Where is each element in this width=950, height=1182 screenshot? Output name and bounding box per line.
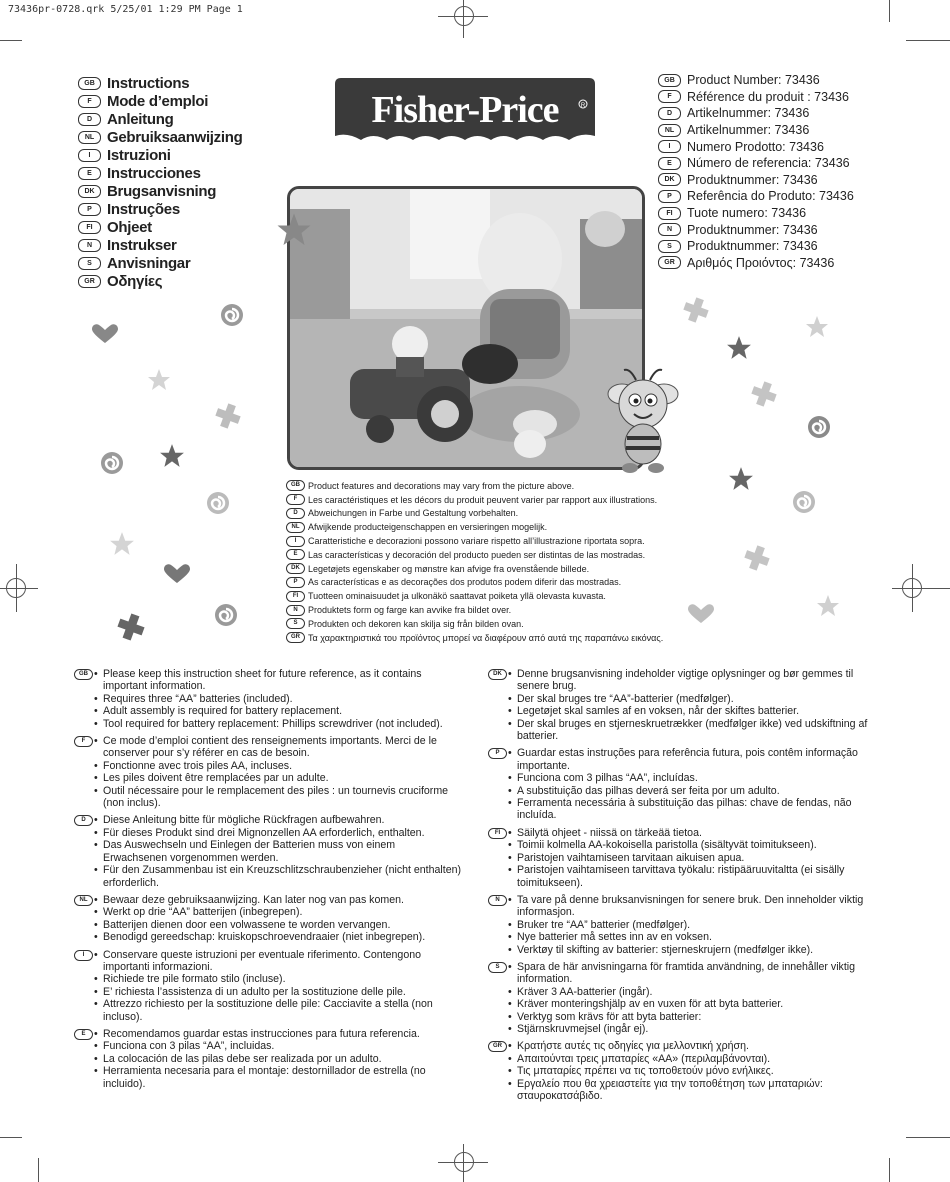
language-code-badge: D [658, 107, 681, 120]
language-code-badge: F [74, 736, 93, 747]
instruction-bullet: • Funciona com 3 pilhas “AA”, incluídas. [488, 772, 876, 784]
instruction-bullet: • Τις μπαταρίες πρέπει να τις τοποθετούν μόνο ενήλικες. [488, 1065, 876, 1077]
disclaimer-text: Afwijkende producteigenschappen en versieringen mogelijk. [308, 522, 548, 533]
language-code-badge: GR [286, 632, 305, 643]
instruction-section [488, 747, 876, 821]
product-number-row [658, 255, 854, 272]
product-number-list [658, 72, 854, 271]
disclaimer-row [286, 562, 663, 576]
instruction-bullet: • Für dieses Produkt sind drei Mignonzellen AA erforderlich, enthalten. [74, 827, 462, 839]
language-code-badge: E [286, 549, 305, 560]
language-title-row [78, 146, 242, 164]
disclaimer-row [286, 617, 663, 631]
instruction-bullet: • Nye batterier må settes inn av en voksen. [488, 931, 876, 943]
instruction-section [488, 1040, 876, 1102]
instruction-bullet: • Kräver 3 AA-batterier (ingår). [488, 986, 876, 998]
language-code-badge: F [286, 494, 305, 505]
language-code-badge: S [286, 618, 305, 629]
product-number-text: Produktnummer: 73436 [687, 239, 818, 254]
language-code-badge: F [658, 90, 681, 103]
instruction-bullet: • Verktøy til skifting av batterier: stjerneskrujern (medfølger ikke). [488, 944, 876, 956]
language-code-badge: GB [286, 480, 305, 491]
language-code-badge: N [488, 895, 507, 906]
product-photo [287, 186, 645, 470]
instruction-bullet: • Ce mode d’emploi contient des renseignements importants. Merci de le conserver pour s’y référer en cas de besoin. [74, 735, 462, 760]
disclaimer-text: Abweichungen in Farbe und Gestaltung vorbehalten. [308, 508, 519, 519]
registration-line [912, 564, 913, 612]
disclaimer-row [286, 479, 663, 493]
language-code-badge: E [74, 1029, 93, 1040]
heart-icon [164, 564, 190, 584]
instruction-bullet: • Conservare queste istruzioni per eventuale riferimento. Contengono importanti informazioni. [74, 949, 462, 974]
product-number-row [658, 221, 854, 238]
instruction-bullet: • Bruker tre “AA” batterier (medfølger). [488, 919, 876, 931]
crop-mark [906, 40, 950, 41]
language-code-badge: S [78, 257, 101, 270]
cross-icon [750, 380, 778, 408]
language-title-row [78, 236, 242, 254]
instruction-bullet: • Εργαλείο που θα χρειαστείτε για την τοποθέτηση των μπαταριών: σταυροκατσάβιδο. [488, 1078, 876, 1103]
language-title: Brugsanvisning [107, 182, 217, 200]
product-number-row [658, 72, 854, 89]
registration-line [463, 0, 464, 38]
heart-icon [688, 604, 714, 624]
language-code-badge: GB [74, 669, 93, 680]
brand-name: Fisher-Price [371, 89, 559, 131]
heart-icon [92, 324, 118, 344]
product-number-text: Product Number: 73436 [687, 73, 820, 88]
product-number-row [658, 205, 854, 222]
instruction-bullet: • Kräver monteringshjälp av en vuxen för att byta batterier. [488, 998, 876, 1010]
product-number-text: Produktnummer: 73436 [687, 172, 818, 187]
disclaimer-row [286, 493, 663, 507]
registration-line [16, 564, 17, 612]
disclaimer-text: As características e as decorações dos produtos podem diferir das mostradas. [308, 577, 622, 588]
language-code-badge: F [78, 95, 101, 108]
language-code-badge: P [78, 203, 101, 216]
language-title: Mode d’emploi [107, 92, 209, 110]
language-title-list [78, 74, 242, 290]
instruction-bullet: • Κρατήστε αυτές τις οδηγίες για μελλοντική χρήση. [488, 1040, 876, 1052]
crop-mark [906, 1137, 950, 1138]
disclaimer-text: Τα χαρακτηριστικά του προϊόντος μπορεί να διαφέρουν από αυτά της παραπάνω εικόνας. [308, 632, 664, 643]
instruction-bullet: • Tool required for battery replacement: Phillips screwdriver (not included). [74, 718, 462, 730]
disclaimer-text: Produkten och dekoren kan skilja sig från bilden ovan. [308, 618, 524, 629]
instruction-bullet: • Adult assembly is required for battery replacement. [74, 705, 462, 717]
language-code-badge: N [658, 223, 681, 236]
crop-mark [0, 1137, 22, 1138]
crop-mark [889, 0, 890, 22]
product-number-row [658, 122, 854, 139]
instruction-bullet: • Ta vare på denne bruksanvisningen for senere bruk. Den inneholder viktig informasjon. [488, 894, 876, 919]
svg-text:R: R [580, 103, 586, 109]
star-icon [109, 531, 135, 557]
language-title-row [78, 218, 242, 236]
language-code-badge: I [286, 536, 305, 547]
language-title: Gebruiksaanwijzing [107, 128, 243, 146]
crop-mark [0, 40, 22, 41]
language-code-badge: P [488, 748, 507, 759]
instruction-bullet: • Please keep this instruction sheet for future reference, as it contains important information. [74, 668, 462, 693]
language-code-badge: DK [658, 173, 681, 186]
product-number-text: Artikelnummer: 73436 [687, 106, 810, 121]
instruction-bullet: • Attrezzo richiesto per la sostituzione delle pile: Cacciavite a stella (non incluso). [74, 998, 462, 1023]
product-number-row [658, 188, 854, 205]
language-code-badge: P [658, 190, 681, 203]
language-code-badge: FI [488, 828, 507, 839]
instruction-bullet: • Paristojen vaihtamiseen tarvittava työkalu: ristipääruuvitaltta (ei sisälly toimitukseen). [488, 864, 876, 889]
instruction-bullet: • La colocación de las pilas debe ser realizada por un adulto. [74, 1053, 462, 1065]
instruction-bullet: • Herramienta necesaria para el montaje: destornillador de estrella (no incluido). [74, 1065, 462, 1090]
product-number-text: Produktnummer: 73436 [687, 222, 818, 237]
star-icon [816, 594, 840, 618]
instruction-bullet: • Das Auswechseln und Einlegen der Batterien muss von einem Erwachsenen vorgenommen werden. [74, 839, 462, 864]
swirl-icon [214, 603, 238, 627]
instruction-bullet: • Funciona con 3 pilas “AA”, incluidas. [74, 1040, 462, 1052]
language-title-row [78, 164, 242, 182]
instruction-section [488, 827, 876, 889]
cross-icon [116, 612, 146, 642]
instruction-bullet: • Fonctionne avec trois piles AA, incluses. [74, 760, 462, 772]
fisher-price-logo [333, 74, 597, 160]
language-code-badge: E [78, 167, 101, 180]
language-code-badge: GR [658, 256, 681, 269]
instruction-bullet: • Recomendamos guardar estas instrucciones para futura referencia. [74, 1028, 462, 1040]
language-title-row [78, 92, 242, 110]
instruction-bullet: • Der skal bruges tre “AA”-batterier (medfølger). [488, 693, 876, 705]
language-title-row [78, 110, 242, 128]
instruction-bullet: • Der skal bruges en stjerneskruetrækker (medfølger ikke) ved udskiftning af batterier. [488, 718, 876, 743]
instruction-bullet: • Für den Zusammenbau ist ein Kreuzschlitzschraubenzieher (nicht enthalten) erforderlich. [74, 864, 462, 889]
swirl-icon [100, 451, 124, 475]
language-title: Istruzioni [107, 146, 171, 164]
disclaimer-row [286, 589, 663, 603]
instruction-section [74, 814, 462, 888]
language-title-row [78, 74, 242, 92]
star-icon [147, 368, 171, 392]
product-number-text: Artikelnummer: 73436 [687, 123, 810, 138]
instruction-bullet: • Denne brugsanvisning indeholder vigtige oplysninger og bør gemmes til senere brug. [488, 668, 876, 693]
swirl-icon [792, 490, 816, 514]
language-title: Anleitung [107, 110, 174, 128]
product-number-row [658, 238, 854, 255]
instruction-bullet: • Batterijen dienen door een volwassene te worden vervangen. [74, 919, 462, 931]
instructions-right-column [488, 668, 876, 1107]
instruction-section [74, 735, 462, 809]
language-code-badge: D [74, 815, 93, 826]
product-number-row [658, 172, 854, 189]
language-code-badge: P [286, 577, 305, 588]
language-code-badge: GR [488, 1041, 507, 1052]
language-code-badge: FI [286, 591, 305, 602]
language-code-badge: D [286, 508, 305, 519]
instructions-left-column [74, 668, 462, 1095]
cross-icon [743, 544, 771, 572]
language-title-row [78, 200, 242, 218]
language-code-badge: NL [286, 522, 305, 533]
instruction-section [74, 894, 462, 944]
language-title: Οδηγίες [107, 272, 163, 290]
instruction-bullet: • Outil nécessaire pour le remplacement des piles : un tournevis cruciforme (non inclus). [74, 785, 462, 810]
instruction-bullet: • Benodigd gereedschap: kruiskopschroevendraaier (niet inbegrepen). [74, 931, 462, 943]
language-code-badge: DK [286, 563, 305, 574]
instruction-bullet: • Diese Anleitung bitte für mögliche Rückfragen aufbewahren. [74, 814, 462, 826]
disclaimer-row [286, 507, 663, 521]
language-code-badge: I [658, 140, 681, 153]
product-number-row [658, 155, 854, 172]
product-number-text: Número de referencia: 73436 [687, 156, 850, 171]
language-title-row [78, 182, 242, 200]
instruction-bullet: • Spara de här anvisningarna för framtida användning, de innehåller viktig information. [488, 961, 876, 986]
product-number-row [658, 138, 854, 155]
language-code-badge: D [78, 113, 101, 126]
language-code-badge: I [74, 950, 93, 961]
registration-line [0, 588, 38, 589]
instruction-bullet: • Legetøjet skal samles af en voksen, når der skiftes batterier. [488, 705, 876, 717]
language-code-badge: NL [658, 124, 681, 137]
print-slug: 73436pr-0728.qrk 5/25/01 1:29 PM Page 1 [8, 4, 243, 15]
product-number-row [658, 105, 854, 122]
crop-mark [38, 1158, 39, 1182]
cross-icon [682, 296, 710, 324]
registration-line [892, 588, 950, 589]
language-title: Instrukser [107, 236, 177, 254]
bee-mascot [600, 364, 686, 476]
instruction-bullet: • Απαιτούνται τρεις μπαταρίες «AA» (περιλαμβάνονται). [488, 1053, 876, 1065]
language-title: Instructions [107, 74, 190, 92]
language-code-badge: N [286, 605, 305, 616]
language-title-row [78, 254, 242, 272]
instruction-bullet: • Verktyg som krävs för att byta batterier: [488, 1011, 876, 1023]
product-number-text: Numero Prodotto: 73436 [687, 139, 824, 154]
instruction-bullet: • A substituição das pilhas deverá ser feita por um adulto. [488, 785, 876, 797]
disclaimer-text: Les caractéristiques et les décors du produit peuvent varier par rapport aux illustrations. [308, 494, 658, 505]
instruction-bullet: • Toimii kolmella AA-kokoisella paristolla (sisältyvät toimitukseen). [488, 839, 876, 851]
instruction-section [74, 949, 462, 1023]
instruction-bullet: • Stjärnskruvmejsel (ingår ej). [488, 1023, 876, 1035]
language-code-badge: S [488, 962, 507, 973]
disclaimer-row [286, 576, 663, 590]
instruction-bullet: • Paristojen vaihtamiseen tarvitaan aikuisen apua. [488, 852, 876, 864]
language-title: Instruções [107, 200, 180, 218]
star-icon [728, 466, 754, 492]
registration-line [463, 1144, 464, 1182]
disclaimer-row [286, 520, 663, 534]
language-code-badge: NL [74, 895, 93, 906]
disclaimer-text: Las características y decoración del producto pueden ser distintas de las mostradas. [308, 549, 646, 560]
instruction-bullet: • Werkt op drie “AA” batterijen (inbegrepen). [74, 906, 462, 918]
language-code-badge: NL [78, 131, 101, 144]
instruction-bullet: • Guardar estas instruções para referência futura, pois contêm informação importante. [488, 747, 876, 772]
instruction-bullet: • Säilytä ohjeet - niissä on tärkeää tietoa. [488, 827, 876, 839]
disclaimer-text: Caratteristiche e decorazioni possono variare rispetto all’illustrazione riportata sopra. [308, 536, 645, 547]
language-title: Ohjeet [107, 218, 152, 236]
disclaimer-list [286, 479, 663, 645]
swirl-icon [220, 303, 244, 327]
language-code-badge: FI [78, 221, 101, 234]
instruction-section [488, 894, 876, 956]
language-code-badge: S [658, 240, 681, 253]
product-number-text: Referência do Produto: 73436 [687, 189, 854, 204]
disclaimer-row [286, 534, 663, 548]
instruction-bullet: • Requires three “AA” batteries (included). [74, 693, 462, 705]
language-code-badge: GB [658, 74, 681, 87]
language-code-badge: FI [658, 207, 681, 220]
instruction-bullet: • Les piles doivent être remplacées par un adulte. [74, 772, 462, 784]
language-code-badge: N [78, 239, 101, 252]
product-number-text: Référence du produit : 73436 [687, 89, 849, 104]
instruction-bullet: • Ferramenta necessária à substituição das pilhas: chave de fendas, não incluída. [488, 797, 876, 822]
language-code-badge: GB [78, 77, 101, 90]
instruction-section [488, 668, 876, 742]
product-number-text: Tuote numero: 73436 [687, 206, 807, 221]
instruction-bullet: • Richiede tre pile formato stilo (incluse). [74, 973, 462, 985]
disclaimer-row [286, 548, 663, 562]
language-title: Instrucciones [107, 164, 201, 182]
disclaimer-text: Legetøjets egenskaber og mønstre kan afvige fra ovenstående billede. [308, 563, 590, 574]
instruction-section [488, 961, 876, 1035]
language-code-badge: DK [488, 669, 507, 680]
language-title-row [78, 272, 242, 290]
swirl-icon [206, 491, 230, 515]
instruction-section [74, 1028, 462, 1090]
product-number-text: Αριθμός Προιόντος: 73436 [687, 255, 835, 270]
language-code-badge: DK [78, 185, 101, 198]
star-icon [276, 212, 312, 248]
cross-icon [214, 402, 242, 430]
disclaimer-row [286, 631, 663, 645]
disclaimer-row [286, 603, 663, 617]
disclaimer-text: Produktets form og farge kan avvike fra bildet over. [308, 605, 512, 616]
language-code-badge: I [78, 149, 101, 162]
swirl-icon [807, 415, 831, 439]
product-number-row [658, 89, 854, 106]
language-code-badge: GR [78, 275, 101, 288]
star-icon [159, 443, 185, 469]
star-icon [726, 335, 752, 361]
instruction-bullet: • Bewaar deze gebruiksaanwijzing. Kan later nog van pas komen. [74, 894, 462, 906]
crop-mark [889, 1158, 890, 1182]
instruction-bullet: • E’ richiesta l’assistenza di un adulto per la sostituzione delle pile. [74, 986, 462, 998]
instruction-section [74, 668, 462, 730]
star-icon [805, 315, 829, 339]
disclaimer-text: Product features and decorations may vary from the picture above. [308, 480, 575, 491]
language-title: Anvisningar [107, 254, 191, 272]
language-title-row [78, 128, 242, 146]
disclaimer-text: Tuotteen ominaisuudet ja ulkonäkö saattavat poiketa yllä olevasta kuvasta. [308, 591, 606, 602]
language-code-badge: E [658, 157, 681, 170]
